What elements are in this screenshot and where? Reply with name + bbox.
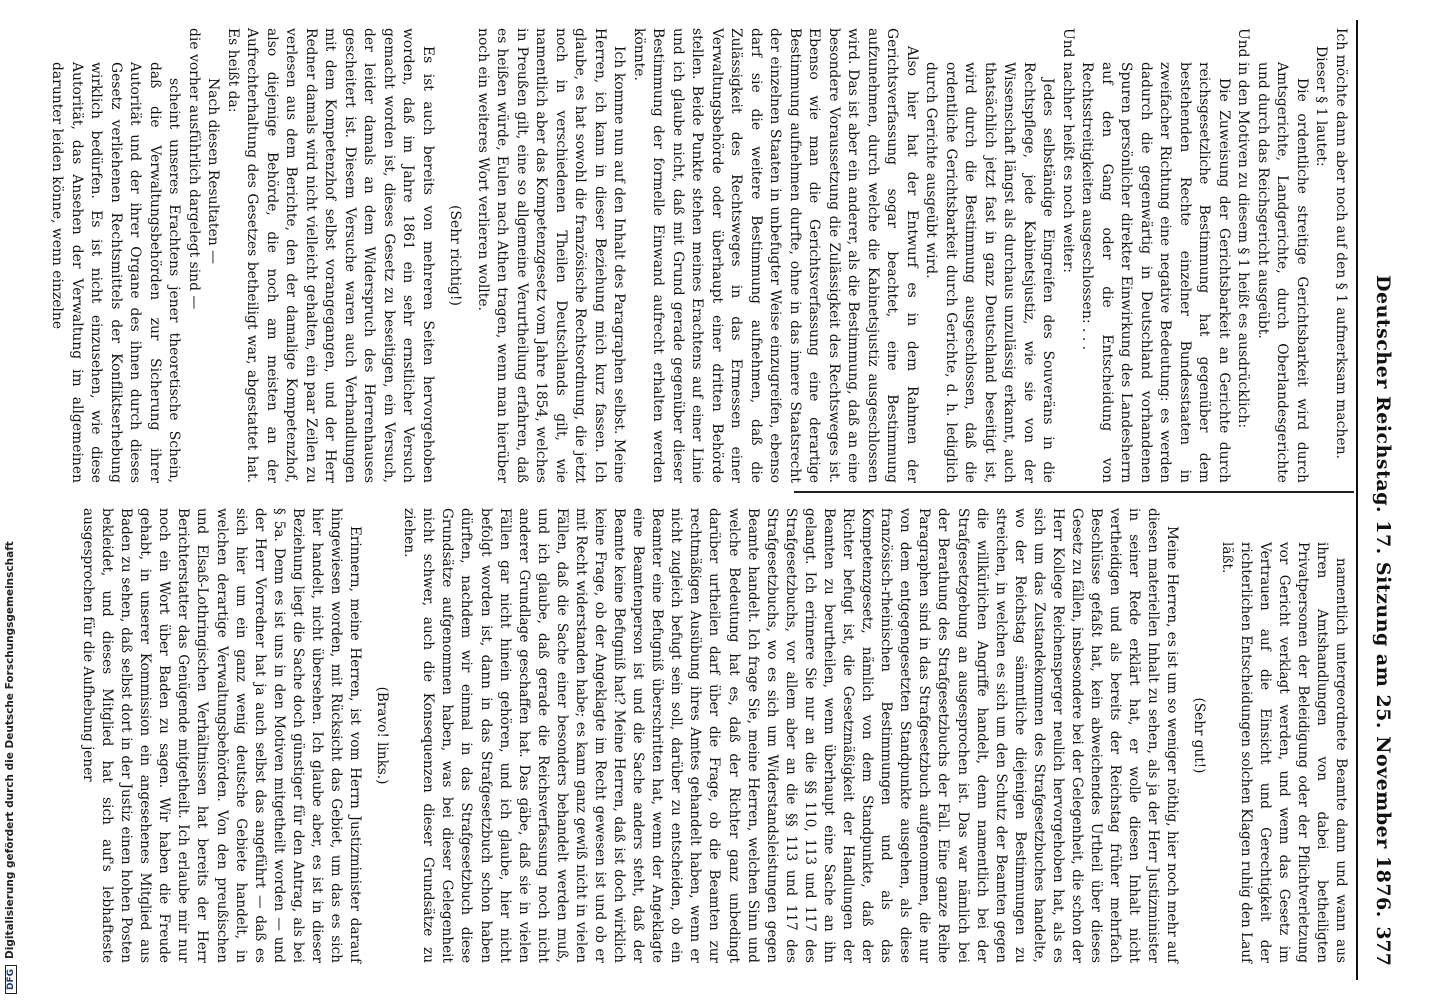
paragraph: Und nachher heißt es noch weiter: (1060, 28, 1076, 273)
paragraph: Ich komme nun auf den Inhalt des Paragraphen selbst. Meine Herren, ich kann in dieser Beziehung mich kurz fassen. Ich glaube, es hat sowohl die französische Rechtsordnung, die jetzt noch in verschiedenen Theilen Deutschlands gilt, wie namentlich aber das Kompetenzgesetz vom Jahre 1854, welches in Preußen gilt, eine so allgemeine Verurtheilung erfahren, daß es heißen würde, Eulen nach Athen tragen, wenn man hierüber noch ein weiteres Wort verlieren wollte. (475, 28, 628, 483)
page-number: 377 (1372, 926, 1394, 966)
credit-text: Digitalisierung gefördert durch die Deutsche Forschungsgemeinschaft (4, 541, 16, 959)
dfg-logo: DFG (5, 965, 17, 994)
paragraph: Also hier hat der Entwurf es in dem Rahmen der Gerichtsverfassung sogar beachtet, eine Bestimmung aufzunehmen, durch welche die Kabinetsjustiz ausgeschlossen wird. Das ist aber ein anderer, als die Bestimmung, daß an eine besondere Voraussetzung die Zulässigkeit des Rechtsweges ist. Ebenso wie man die Gerichtsverfassung eine derartige Bestimmung aufnehmen durfte, ohne in das innere Staatsrecht der einzelnen Staaten in unbefugter Weise einzugreifen, ebenso darf sie die weitere Bestimmung aufnehmen, daß die Zulässigkeit des Rechtsweges in das Ermessen einer Verwaltungsbehörde oder überhaupt einer dritten Behörde stellen. Beide Punkte stehen meines Erachtens auf einer Linie und ich glaube nicht, daß mit Grund gerade gegenüber dieser Bestimmung der formelle Einwand aufrecht erhalten werden könnte. (631, 28, 920, 483)
digitization-credit (4, 0, 17, 994)
right-column (78, 508, 1350, 963)
interjection: (Sehr richtig!) (447, 205, 464, 306)
column-divider (794, 491, 1354, 493)
paragraph: Es ist auch bereits von mehreren Seiten hervorgehoben worden, daß im Jahre 1861 ein sehr ernstlicher Versuch gemacht worden ist, dieses Gesetz zu beseitigen, ein Versuch, der leider damals an dem Widerspruch des Herrenhauses gescheitert ist. Diesem Versuche waren auch Verhandlungen mit dem Kompetenzhof selbst vorangegangen, und der Herr Redner damals wird nicht vielleicht gehalten, ein paar Zeilen zu verlesen aus dem Berichte, den der damalige Kompetenzhof, also diejenige Behörde, die noch am meisten an der Aufrechterhaltung des Gesetzes betheiligt war, abgestattet hat. Es heißt da: (225, 28, 436, 483)
quoted-text: Die Zuweisung der Gerichtsbarkeit an Gerichte durch reichsgesetzliche Bestimmung hat gegenüber dem bestehenden Rechte einzelner Bundesstaaten in zweifacher Richtung eine negative Bedeutung: es werden dadurch die gegenwärtig in Deutschland vorhandenen Spuren persönlicher direkter Einwirkung des Landesherrn auf den Gang oder die Entscheidung von Rechtsstreitigkeiten ausgeschlossen: . . . (1079, 62, 1232, 483)
quoted-text: scheint unseres Erachtens jener theoretische Schein, daß die Verwaltungsbehörden zur Sicherung ihrer Autorität und der ihrer Organe des ihnen durch dieses Gesetz verliehenen Rechtsmittels der Konfliktserhebung wirklich bedürfen. Es ist nicht einzusehen, wie diese Autorität, das Ansehen der Verwaltung im allgemeinen darunter leiden könne, wenn einzelne (49, 62, 183, 483)
interjection: (Bravo! links.) (374, 686, 391, 785)
quoted-text: Nach diesen Resultaten — (205, 78, 222, 264)
quoted-text: Jedes selbständige Eingreifen des Souveräns in die Rechtspflege, jede Kabinetsjustiz, wie sie von der Wissenschaft längst als durchaus unzulässig erkannt, auch thatsächlich jetzt fast in ganz Deutschland beseitigt ist, wird durch die Bestimmung ausgeschlossen, daß die ordentliche Gerichtsbarkeit durch Gerichte, d. h. lediglich durch Gerichte ausgeübt wird. (923, 62, 1057, 483)
header-title: Deutscher Reichstag. 17. Sitzung am 25. November 1876. (1372, 275, 1394, 918)
paragraph: Meine Herren, es ist um so weniger nöthig, hier noch mehr auf diesen materiellen Inhalt zu sehen, als ja der Herr Justizminister in seiner Rede erklärt hat, er wolle diesen Inhalt nicht vertheidigen und als bereits der Reichstag früher mehrfach Beschlüsse gefaßt hat, kein abweichendes Urtheil über dieses Gesetz zu fällen, insbesondere bei der Gelegenheit, die schon der Herr Kollege Reichensperger neulich hervorgehoben hat, als es sich um das Zustandekommen des Strafgesetzbuches handelte, wo der Reichstag sämmtliche diejenigen Bestimmungen zu streichen, in welchen es sich um den Schutz der Beamten gegen die willkürlichen Angriffe handelt, denn namentlich bei der Strafgesetzgebung an ausgesprochen ist. Das war nämlich bei der Berathung des Strafgesetzbuchs der Fall. Eine ganze Reihe Paragraphen sind in das Strafgesetzbuch aufgenommen, die nur von dem entgegengesetzten Standpunkte ausgehen, als diese französisch-rheinischen Bestimmungen und als das Kompetenzgesetz, nämlich von dem Standpunkte, daß der Richter befugt ist, die Gesetzmäßigkeit der Handlungen der Beamten zu beurtheilen, wenn überhaupt eine Sache an ihn gelangt. Ich erinnere Sie nur an die §§ 110, 113 und 117 des Strafgesetzbuchs, vor allem aber an die §§ 113 und 117 des Strafgesetzbuchs, wo es sich um Widerstandsleistungen gegen Beamte handelt. Ich frage Sie, meine Herren, welchen Sinn und welche Bedeutung hat es, daß der Richter ganz unbedingt darüber urtheilen darf über die Frage, ob die Beamten zur rechtmäßigen Ausübung ihres Amtes gehandelt haben, wenn er nicht zugleich befugt sein soll, darüber zu entscheiden, ob ein Beamter eine Befugniß überschritten hat, wenn der Angeklagte eine Beamtenperson ist und die Sache anders steht, daß der Beamte keine Befugniß hat? Meine Herren, daß ist doch wirklich keine Frage, ob der Angeklagte im Recht gewesen ist und ob er mit Recht widerstanden habe; es kann ganz gewiß nicht in vielen Fällen, daß die Sache einer besonders behandelt werden muß, und ich glaube, daß gerade die Reichsverfassung noch nicht anderer Grundlage geschaffen hat. Das gäbe, daß sie in vielen Fällen gar nicht hinein gehören, und ich glaube, hier nicht befolgt worden ist, dann in das Strafgesetzbuch schon haben dürften, nachdem wir einmal in das Strafgesetzbuch diese Grundsätze aufgenommen haben, was bei dieser Gelegenheit nicht schwer, auch die Konsequenzen dieser Grundsätze zu ziehen. (401, 508, 1181, 963)
paragraph: Erinnern, meine Herren, ist vom Herrn Justizminister darauf hingewiesen worden, mit Rücksicht das Gebiet, um das es sich hier handelt, nicht übersehen. Ich glaube aber, es ist in dieser Beziehung liegt die Sache doch günstiger für den Antrag, als bei § 5a. Denn es ist uns in den Motiven mitgetheilt worden — und der Herr Vorredner hat ja auch selbst das angeführt — daß es sich hier um ein ganz wenig deutsche Gebiete handelt, in welchen derartige Verwaltungsbehörden. Von den preußischen und Elsaß-Lothringischen Verhältnissen hat bereits der Herr Berichterstatter das Genügende mitgetheilt. Ich erlaube mir nur noch ein Wort über Baden zu sagen. Wir haben die Freude gehabt, in unserer Kommission ein angesehenes Mitglied aus Baden zu sehen, daß selbst dort in der Justiz einen hohen Posten bekleidet, und dieses Mitglied hat sich auf's lebhafteste ausgesprochen für die Aufhebung jener (80, 508, 364, 963)
rotated-page-content (30, 20, 1402, 980)
paragraph: Dieser § 1 lautet: (1313, 46, 1330, 167)
quoted-text: Die ordentliche streitige Gerichtsbarkeit wird durch Amtsgerichte, Landgerichte, durch Oberlandesgerichte und durch das Reichsgericht ausgeübt. (1255, 62, 1310, 483)
left-column (47, 28, 1350, 483)
paragraph: Und in den Motiven zu diesem § 1 heißt es ausdrücklich: (1235, 28, 1252, 429)
paragraph: Ich möchte dann aber noch auf den § 1 aufmerksam machen. (1333, 28, 1349, 459)
interjection: (Sehr gut!) (1191, 697, 1208, 774)
paragraph: die vorher ausführlich dargelegt sind — (186, 28, 202, 310)
running-header (1356, 20, 1402, 980)
quoted-text: namentlich untergeordnete Beamte dann und wann aus ihren Amtshandlungen von dabei betheiligten Privatpersonen der Beleidigung oder der Pflichtverletzung vor Gericht verklagt werden, und wenn das Gesetz im Vertrauen auf die Einsicht und Gerechtigkeit der richterlichen Entscheidungen solchen Klagen ruhig den Lauf läßt. (1218, 542, 1349, 963)
